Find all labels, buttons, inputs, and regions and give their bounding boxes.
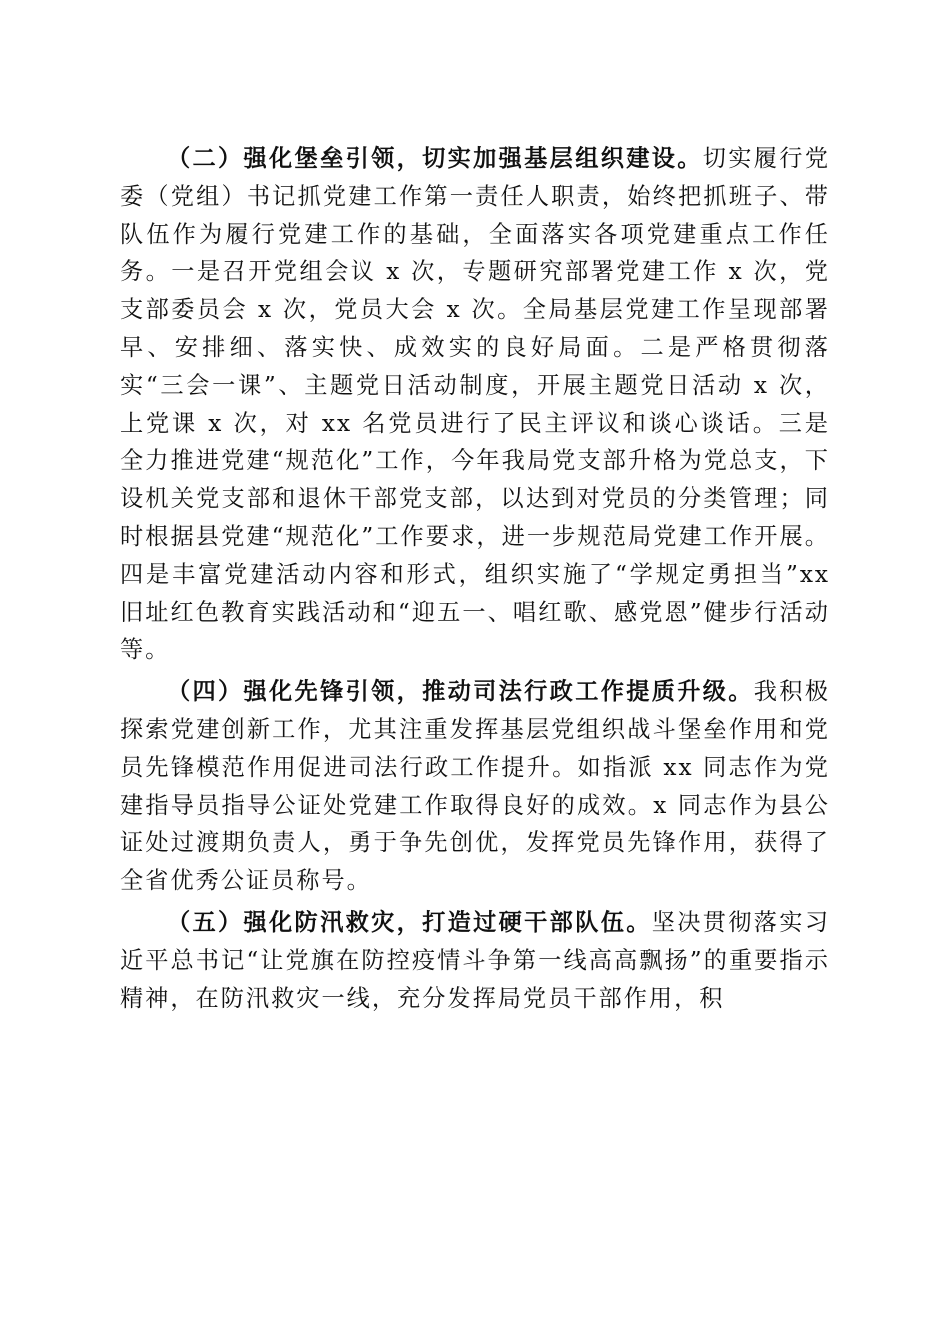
paragraph-heading: （五）强化防汛救灾，打造过硬干部队伍。 [167,908,652,936]
paragraph-2 [120,140,830,669]
paragraph-4 [120,673,830,900]
paragraph-text: 切实履行党委（党组）书记抓党建工作第一责任人职责，始终把抓班子、带队伍作为履行党建工作的基础，全面落实各项党建重点工作任务。一是召开党组会议 x 次，专题研究部署党建工作 x 次，党支部委员会 x 次，党员大会 x 次。全局基层党建工作呈现部署早、安排细、落实快、成效实的良好局面。二是严格贯彻落实“三会一课”、主题党日活动制度，开展主题党日活动 x 次，上党课 x 次，对 xx 名党员进行了民主评议和谈心谈话。三是全力推进党建“规范化”工作，今年我局党支部升格为党总支，下设机关党支部和退休干部党支部，以达到对党员的分类管理；同时根据县党建“规范化”工作要求，进一步规范局党建工作开展。四是丰富党建活动内容和形式，组织实施了“学规定勇担当”xx 旧址红色教育实践活动和“迎五一、唱红歌、感党恩”健步行活动等。 [120,145,831,664]
paragraph-heading: （二）强化堡垒引领，切实加强基层组织建设。 [167,145,703,172]
paragraph-5 [120,904,830,1017]
document-body [120,140,830,1021]
paragraph-text: 坚决贯彻落实习近平总书记“让党旗在防控疫情斗争第一线高高飘扬”的重要指示精神，在防汛救灾一线，充分发挥局党员干部作用，积 [120,908,831,1012]
paragraph-text: 我积极探索党建创新工作，尤其注重发挥基层党组织战斗堡垒作用和党员先锋模范作用促进司法行政工作提升。如指派 xx 同志作为党建指导员指导公证处党建工作取得良好的成效。x 同志作为县公证处过渡期负责人，勇于争先创优，发挥党员先锋作用，获得了全省优秀公证员称号。 [120,678,831,895]
paragraph-heading: （四）强化先锋引领，推动司法行政工作提质升级。 [167,678,754,706]
